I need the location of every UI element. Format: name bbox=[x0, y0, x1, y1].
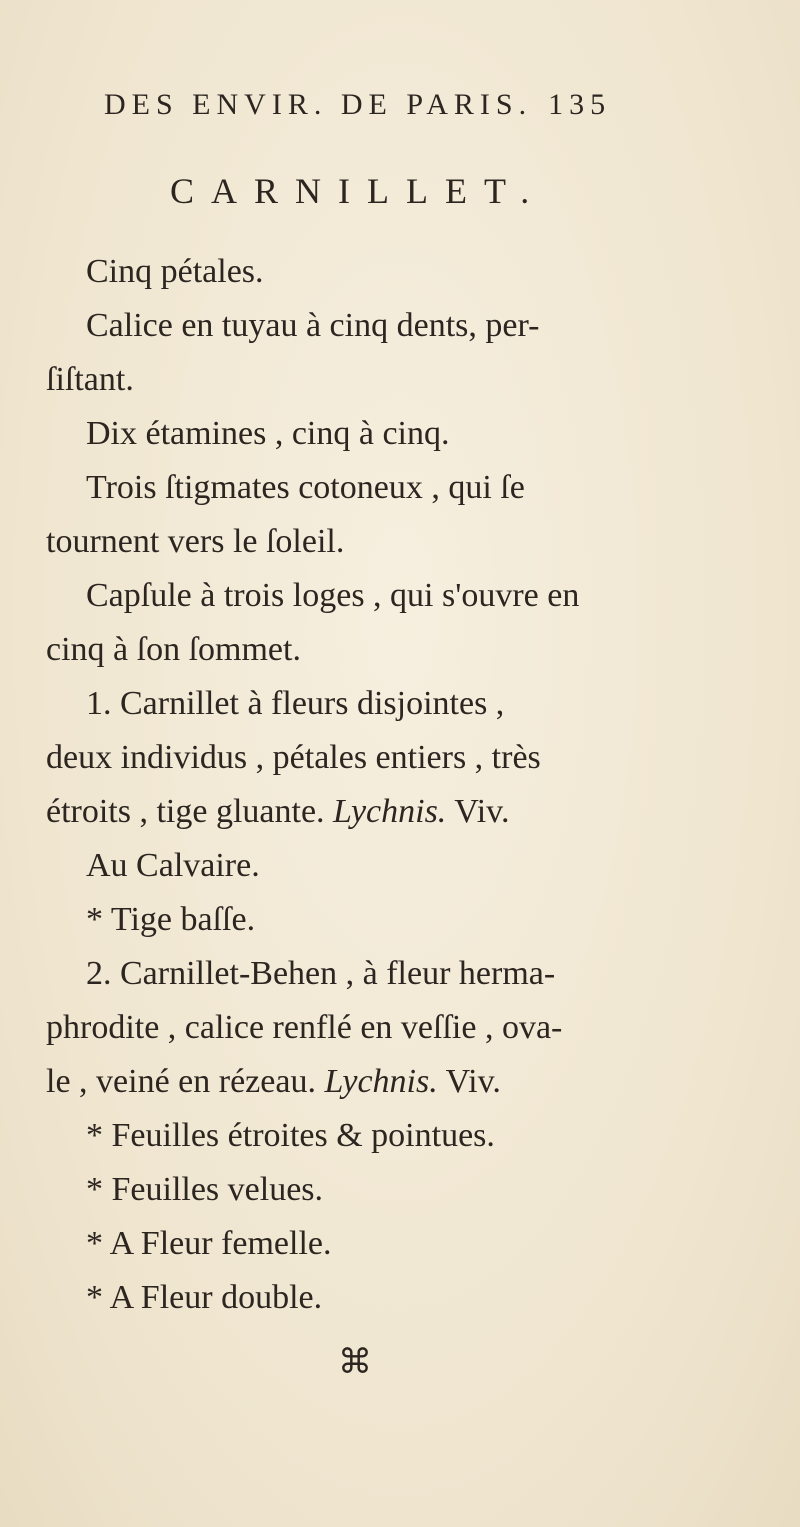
text-line bbox=[46, 1065, 501, 1099]
text-span: le , veiné en rézeau. bbox=[46, 1063, 316, 1100]
text-line: Calice en tuyau à cinq dents, per- bbox=[86, 307, 540, 344]
section-title: CARNILLET. bbox=[170, 171, 547, 211]
page-number: 135 bbox=[548, 88, 612, 121]
text-line bbox=[46, 795, 509, 829]
text-line: Dix étamines , cinq à cinq. bbox=[86, 415, 450, 452]
text-line: tournent vers le ſoleil. bbox=[46, 523, 345, 560]
text-line: phrodite , calice renflé en veſſie , ova- bbox=[46, 1009, 563, 1046]
text-line: cinq à ſon ſommet. bbox=[46, 631, 301, 668]
text-line: ſiſtant. bbox=[46, 361, 134, 398]
genus-name: Lychnis. bbox=[333, 793, 447, 830]
text-span: étroits , tige gluante. bbox=[46, 793, 325, 830]
text-line: * Feuilles étroites & pointues. bbox=[86, 1117, 495, 1154]
ornament-icon: ⌘ bbox=[338, 1342, 372, 1382]
lifespan-abbrev: Viv. bbox=[445, 1063, 501, 1100]
text-line: Au Calvaire. bbox=[86, 847, 260, 884]
genus-name: Lychnis. bbox=[324, 1063, 438, 1100]
text-line: deux individus , pétales entiers , très bbox=[46, 739, 541, 776]
text-line: 2. Carnillet-Behen , à fleur herma- bbox=[86, 955, 556, 992]
text-line: * Feuilles velues. bbox=[86, 1171, 324, 1208]
text-line: Cinq pétales. bbox=[86, 253, 264, 290]
running-head bbox=[104, 88, 611, 122]
text-line: * A Fleur femelle. bbox=[86, 1225, 332, 1262]
text-line: 1. Carnillet à fleurs disjointes , bbox=[86, 685, 505, 722]
text-line: * Tige baſſe. bbox=[86, 901, 256, 938]
running-title: DES ENVIR. DE PARIS. bbox=[104, 88, 533, 121]
text-line: * A Fleur double. bbox=[86, 1279, 323, 1316]
text-line: Trois ſtigmates cotoneux , qui ſe bbox=[86, 469, 525, 506]
lifespan-abbrev: Viv. bbox=[454, 793, 510, 830]
text-line: Capſule à trois loges , qui s'ouvre en bbox=[86, 577, 580, 614]
